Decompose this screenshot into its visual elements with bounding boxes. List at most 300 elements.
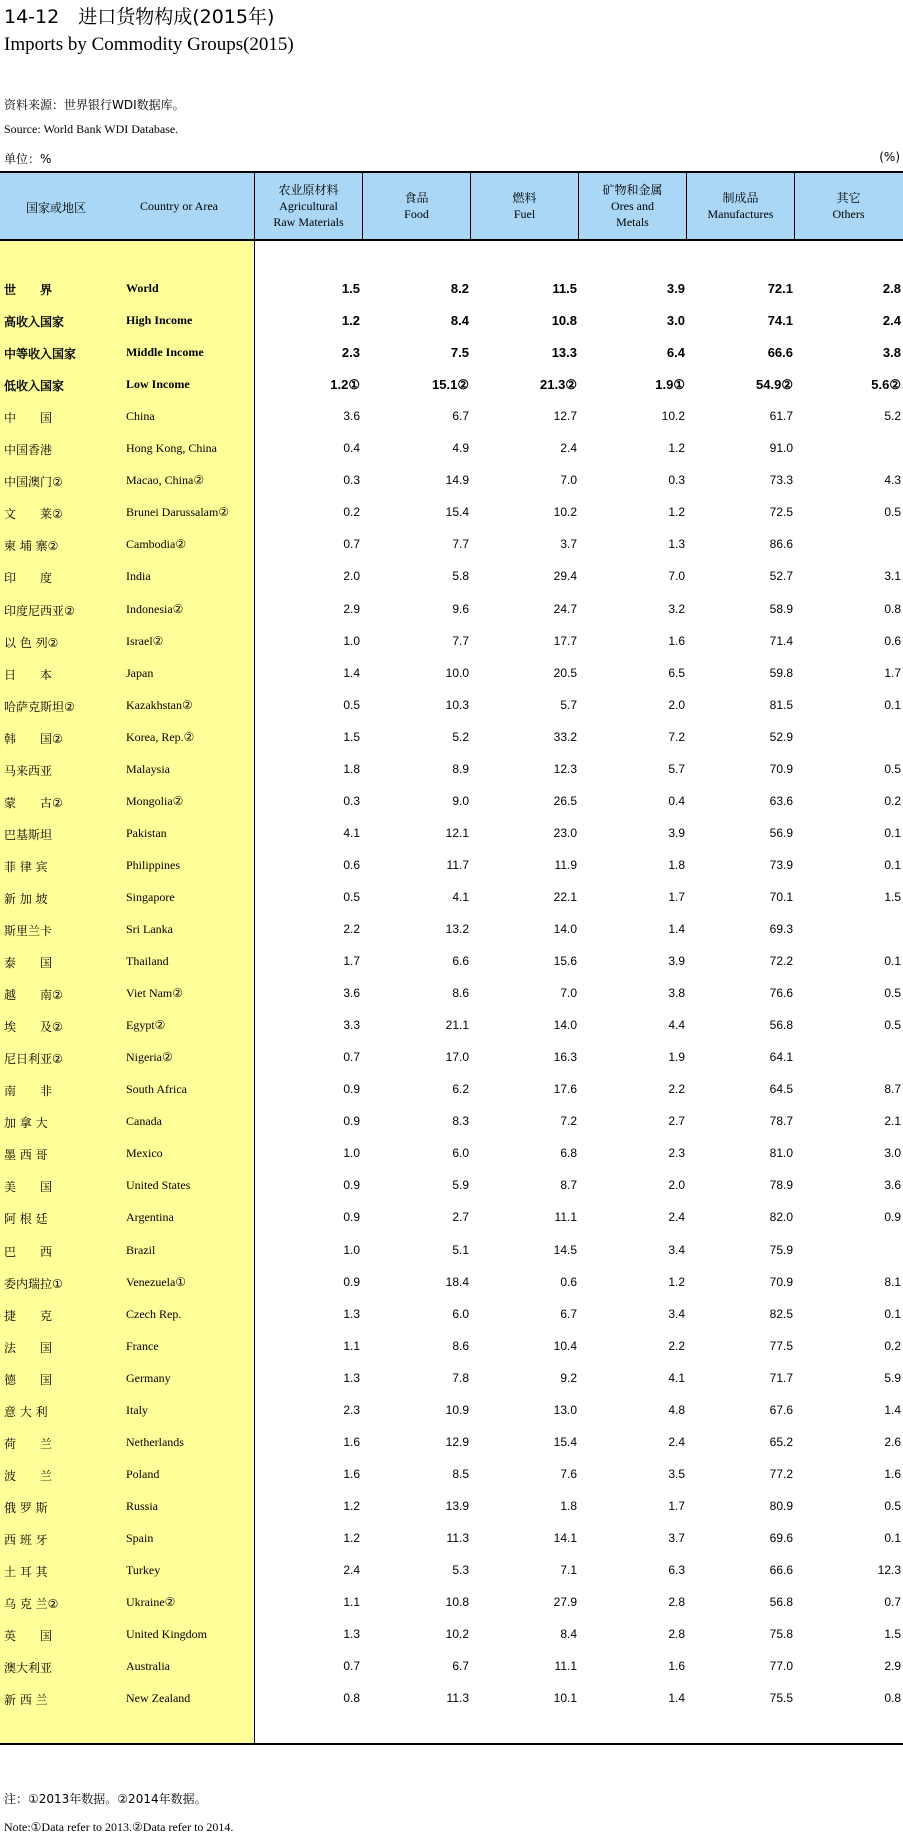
table-row (0, 945, 903, 977)
value-cell: 3.0 (884, 1146, 901, 1160)
value-cell: 2.3 (668, 1146, 685, 1160)
value-cell: 15.1② (432, 377, 469, 392)
value-cell: 1.5 (884, 890, 901, 904)
value-cell: 1.4 (884, 1403, 901, 1417)
country-name-en: Hong Kong, China (126, 441, 217, 455)
unit-label: 单位：% (4, 152, 52, 166)
value-cell: 1.5 (343, 730, 360, 744)
value-cell: 2.1 (884, 1114, 901, 1128)
value-cell: 73.3 (769, 473, 793, 487)
value-cell: 0.5 (343, 698, 360, 712)
value-cell: 29.4 (553, 569, 577, 583)
header-col-others (795, 173, 902, 239)
table-row (0, 1362, 903, 1394)
value-cell: 5.7 (560, 698, 577, 712)
value-cell: 2.4 (668, 1210, 685, 1224)
table-row (0, 1522, 903, 1554)
value-cell: 23.0 (553, 826, 577, 840)
country-name-cn: 印 度 (4, 571, 53, 585)
value-cell: 1.0 (343, 1146, 360, 1160)
value-cell: 0.1 (884, 698, 901, 712)
country-name-cn: 斯里兰卡 (4, 924, 53, 938)
country-name-cn: 南 非 (4, 1084, 53, 1098)
value-cell: 2.2 (668, 1339, 685, 1353)
table-row (0, 1169, 903, 1201)
country-name-cn: 英 国 (4, 1629, 53, 1643)
table-row (0, 528, 903, 560)
value-cell: 0.2 (884, 1339, 901, 1353)
country-name-en: Thailand (126, 954, 169, 968)
value-cell: 65.2 (769, 1435, 793, 1449)
value-cell: 54.9② (756, 377, 793, 392)
value-cell: 3.8 (882, 345, 901, 360)
value-cell: 7.7 (452, 537, 469, 551)
value-cell: 22.1 (553, 890, 577, 904)
value-cell: 81.0 (769, 1146, 793, 1160)
table-row (0, 913, 903, 945)
value-cell: 7.6 (560, 1467, 577, 1481)
value-cell: 6.7 (560, 1307, 577, 1321)
value-cell: 8.5 (452, 1467, 469, 1481)
country-name-cn: 世 界 (4, 283, 53, 297)
value-cell: 11.1 (554, 1210, 577, 1224)
table-row (0, 304, 903, 336)
value-cell: 4.9 (452, 441, 469, 455)
country-name-en: Venezuela① (126, 1275, 187, 1289)
value-cell: 8.7 (560, 1178, 577, 1192)
value-cell: 10.0 (445, 666, 469, 680)
table-bottom-rule (0, 1743, 903, 1745)
value-cell: 3.5 (668, 1467, 685, 1481)
value-cell: 52.9 (769, 730, 793, 744)
country-name-en: Singapore (126, 890, 175, 904)
value-cell: 1.3 (343, 1371, 360, 1385)
country-name-cn: 韩 国② (4, 732, 63, 746)
value-cell: 2.8 (882, 281, 901, 296)
table-row (0, 1586, 903, 1618)
value-cell: 2.7 (668, 1114, 685, 1128)
value-cell: 10.3 (445, 698, 469, 712)
value-cell: 70.9 (769, 762, 793, 776)
value-cell: 10.1 (553, 1691, 577, 1705)
country-name-cn: 波 兰 (4, 1469, 53, 1483)
country-name-cn: 以 色 列② (4, 636, 59, 650)
value-cell: 1.2 (668, 1275, 685, 1289)
table-row (0, 560, 903, 592)
country-name-en: Mongolia② (126, 794, 184, 808)
value-cell: 6.8 (560, 1146, 577, 1160)
value-cell: 11.3 (446, 1531, 469, 1545)
value-cell: 56.8 (769, 1595, 793, 1609)
value-cell: 13.3 (551, 345, 577, 360)
value-cell: 77.0 (769, 1659, 793, 1673)
value-cell: 5.3 (452, 1563, 469, 1577)
value-cell: 4.3 (884, 473, 901, 487)
header-col-food (363, 173, 470, 239)
country-name-en: Viet Nam② (126, 986, 184, 1000)
value-cell: 24.7 (553, 602, 577, 616)
value-cell: 59.8 (769, 666, 793, 680)
value-cell: 6.0 (452, 1307, 469, 1321)
value-cell: 4.4 (668, 1018, 685, 1032)
value-cell: 4.1 (343, 826, 360, 840)
value-cell: 1.2 (341, 313, 360, 328)
value-cell: 0.4 (343, 441, 360, 455)
country-name-en: Malaysia (126, 762, 170, 776)
country-name-en: Low Income (126, 377, 190, 391)
value-cell: 1.3 (343, 1307, 360, 1321)
value-cell: 0.9 (343, 1082, 360, 1096)
value-cell: 86.6 (769, 537, 793, 551)
table-row (0, 1330, 903, 1362)
value-cell: 8.7 (884, 1082, 901, 1096)
value-cell: 10.9 (445, 1403, 469, 1417)
country-name-en: Egypt② (126, 1018, 166, 1032)
country-name-en: Philippines (126, 858, 181, 872)
value-cell: 0.2 (884, 794, 901, 808)
country-name-cn: 巴 西 (4, 1245, 53, 1259)
country-name-cn: 俄 罗 斯 (4, 1501, 48, 1515)
value-cell: 10.2 (445, 1627, 469, 1641)
value-cell: 18.4 (445, 1275, 469, 1289)
value-cell: 1.0 (343, 634, 360, 648)
table-row (0, 1490, 903, 1522)
value-cell: 33.2 (553, 730, 577, 744)
country-name-cn: 委内瑞拉① (4, 1277, 63, 1291)
table-row (0, 753, 903, 785)
value-cell: 4.8 (668, 1403, 685, 1417)
value-cell: 1.4 (668, 922, 685, 936)
header-col-en: Fuel (513, 207, 536, 221)
value-cell: 1.2① (330, 377, 360, 392)
value-cell: 74.1 (767, 313, 793, 328)
value-cell: 3.9 (668, 826, 685, 840)
value-cell: 1.8 (343, 762, 360, 776)
country-name-cn: 新 加 坡 (4, 892, 48, 906)
table-row (0, 1298, 903, 1330)
table-row (0, 817, 903, 849)
table-row (0, 1201, 903, 1233)
value-cell: 21.3② (540, 377, 577, 392)
value-cell: 1.5 (884, 1627, 901, 1641)
country-name-cn: 泰 国 (4, 956, 53, 970)
country-name-en: Australia (126, 1659, 170, 1673)
value-cell: 26.5 (553, 794, 577, 808)
value-cell: 82.0 (769, 1210, 793, 1224)
table-row (0, 689, 903, 721)
value-cell: 14.0 (553, 1018, 577, 1032)
country-name-cn: 加 拿 大 (4, 1116, 48, 1130)
country-name-en: Korea, Rep.② (126, 730, 195, 744)
value-cell: 15.4 (445, 505, 469, 519)
value-cell: 8.4 (450, 313, 469, 328)
value-cell: 5.9 (452, 1178, 469, 1192)
value-cell: 1.2 (668, 505, 685, 519)
value-cell: 7.5 (450, 345, 469, 360)
value-cell: 73.9 (769, 858, 793, 872)
country-name-en: South Africa (126, 1082, 187, 1096)
value-cell: 10.2 (661, 409, 685, 423)
value-cell: 72.1 (767, 281, 793, 296)
value-cell: 14.9 (445, 473, 469, 487)
header-col-cn: 食品 (404, 191, 429, 205)
table-row (0, 1682, 903, 1714)
country-name-en: Nigeria② (126, 1050, 173, 1064)
value-cell: 78.9 (769, 1178, 793, 1192)
country-name-en: Brazil (126, 1243, 156, 1257)
value-cell: 0.7 (343, 537, 360, 551)
country-name-cn: 柬 埔 寨② (4, 539, 59, 553)
table-row (0, 400, 903, 432)
value-cell: 3.7 (668, 1531, 685, 1545)
value-cell: 27.9 (553, 1595, 577, 1609)
value-cell: 2.2 (668, 1082, 685, 1096)
country-name-cn: 荷 兰 (4, 1437, 53, 1451)
header-col-en2: Raw Materials (273, 215, 344, 229)
header-bottom-rule (0, 239, 903, 241)
country-name-en: United States (126, 1178, 191, 1192)
value-cell: 2.0 (668, 698, 685, 712)
value-cell: 7.0 (560, 986, 577, 1000)
country-name-cn: 德 国 (4, 1373, 53, 1387)
value-cell: 5.2 (452, 730, 469, 744)
value-cell: 72.2 (769, 954, 793, 968)
country-name-en: High Income (126, 313, 193, 327)
value-cell: 1.6 (884, 1467, 901, 1481)
header-col-en2: Metals (616, 215, 649, 229)
value-cell: 21.1 (445, 1018, 469, 1032)
value-cell: 1.7 (343, 954, 360, 968)
country-name-en: Mexico (126, 1146, 163, 1160)
value-cell: 1.6 (343, 1467, 360, 1481)
value-cell: 0.1 (884, 954, 901, 968)
table-row (0, 1073, 903, 1105)
country-name-en: Argentina (126, 1210, 174, 1224)
value-cell: 61.7 (769, 409, 793, 423)
value-cell: 0.9 (884, 1210, 901, 1224)
value-cell: 5.6② (871, 377, 901, 392)
header-col-en: Ores and (611, 199, 654, 213)
header-col-agricultural (255, 173, 362, 239)
value-cell: 0.8 (343, 1691, 360, 1705)
value-cell: 1.8 (668, 858, 685, 872)
country-name-cn: 新 西 兰 (4, 1693, 48, 1707)
country-name-en: Indonesia② (126, 602, 184, 616)
value-cell: 6.7 (452, 409, 469, 423)
value-cell: 1.6 (668, 1659, 685, 1673)
country-name-cn: 意 大 利 (4, 1405, 48, 1419)
value-cell: 13.9 (445, 1499, 469, 1513)
table-row (0, 1041, 903, 1073)
value-cell: 2.4 (343, 1563, 360, 1577)
unit-label-right: (%) (879, 150, 900, 164)
value-cell: 7.2 (668, 730, 685, 744)
table-row (0, 849, 903, 881)
value-cell: 1.4 (343, 666, 360, 680)
country-name-cn: 蒙 古② (4, 796, 63, 810)
value-cell: 3.1 (884, 569, 901, 583)
value-cell: 0.5 (884, 1018, 901, 1032)
value-cell: 0.3 (343, 473, 360, 487)
value-cell: 17.7 (553, 634, 577, 648)
value-cell: 1.2 (343, 1499, 360, 1513)
value-cell: 1.6 (668, 634, 685, 648)
country-name-cn: 土 耳 其 (4, 1565, 48, 1579)
value-cell: 2.4 (882, 313, 901, 328)
value-cell: 8.4 (560, 1627, 577, 1641)
value-cell: 0.5 (884, 762, 901, 776)
value-cell: 6.5 (668, 666, 685, 680)
value-cell: 5.8 (452, 569, 469, 583)
country-name-en: Netherlands (126, 1435, 184, 1449)
value-cell: 2.3 (343, 1403, 360, 1417)
country-name-en: India (126, 569, 151, 583)
header-col-en: Agricultural (279, 199, 338, 213)
country-name-en: Italy (126, 1403, 148, 1417)
table-row (0, 1618, 903, 1650)
country-name-cn: 菲 律 宾 (4, 860, 48, 874)
value-cell: 0.5 (343, 890, 360, 904)
table-row (0, 464, 903, 496)
source-en: Source: World Bank WDI Database. (4, 122, 179, 136)
value-cell: 0.2 (343, 505, 360, 519)
value-cell: 69.3 (769, 922, 793, 936)
value-cell: 2.8 (668, 1595, 685, 1609)
country-name-en: Middle Income (126, 345, 204, 359)
country-name-cn: 巴基斯坦 (4, 828, 53, 842)
value-cell: 12.3 (877, 1563, 901, 1577)
value-cell: 81.5 (769, 698, 793, 712)
value-cell: 1.4 (668, 1691, 685, 1705)
value-cell: 6.0 (452, 1146, 469, 1160)
value-cell: 1.1 (343, 1595, 360, 1609)
value-cell: 0.5 (884, 505, 901, 519)
table-row (0, 593, 903, 625)
value-cell: 12.9 (445, 1435, 469, 1449)
value-cell: 77.5 (769, 1339, 793, 1353)
value-cell: 11.1 (554, 1659, 577, 1673)
value-cell: 5.2 (884, 409, 901, 423)
value-cell: 69.6 (769, 1531, 793, 1545)
country-name-en: Brunei Darussalam② (126, 505, 230, 519)
value-cell: 0.8 (884, 1691, 901, 1705)
country-name-cn: 西 班 牙 (4, 1533, 48, 1547)
header-col-fuel (471, 173, 578, 239)
value-cell: 5.7 (668, 762, 685, 776)
value-cell: 71.7 (769, 1371, 793, 1385)
table-row (0, 881, 903, 913)
value-cell: 2.3 (341, 345, 360, 360)
value-cell: 3.0 (666, 313, 685, 328)
value-cell: 9.2 (560, 1371, 577, 1385)
country-name-cn: 美 国 (4, 1180, 53, 1194)
value-cell: 0.1 (884, 1531, 901, 1545)
value-cell: 12.1 (445, 826, 469, 840)
value-cell: 75.8 (769, 1627, 793, 1641)
header-col-ores (579, 173, 686, 239)
value-cell: 10.8 (551, 313, 577, 328)
value-cell: 2.2 (343, 922, 360, 936)
value-cell: 91.0 (769, 441, 793, 455)
value-cell: 2.0 (343, 569, 360, 583)
value-cell: 66.6 (767, 345, 793, 360)
country-name-cn: 越 南② (4, 988, 63, 1002)
table-row (0, 432, 903, 464)
value-cell: 1.8 (560, 1499, 577, 1513)
value-cell: 76.6 (769, 986, 793, 1000)
country-name-en: Israel② (126, 634, 164, 648)
country-name-en: Germany (126, 1371, 171, 1385)
country-name-cn: 中国香港 (4, 443, 53, 457)
value-cell: 11.7 (446, 858, 469, 872)
value-cell: 1.2 (343, 1531, 360, 1545)
value-cell: 8.9 (452, 762, 469, 776)
value-cell: 2.7 (452, 1210, 469, 1224)
value-cell: 75.5 (769, 1691, 793, 1705)
table-row (0, 1554, 903, 1586)
page-title-en: Imports by Commodity Groups(2015) (4, 34, 294, 55)
value-cell: 1.7 (668, 890, 685, 904)
value-cell: 0.1 (884, 858, 901, 872)
value-cell: 1.3 (668, 537, 685, 551)
value-cell: 52.7 (769, 569, 793, 583)
page-title-cn: 14-12 进口货物构成(2015年) (4, 6, 275, 28)
value-cell: 0.4 (668, 794, 685, 808)
value-cell: 15.4 (553, 1435, 577, 1449)
value-cell: 1.0 (343, 1243, 360, 1257)
value-cell: 1.3 (343, 1627, 360, 1641)
value-cell: 7.0 (668, 569, 685, 583)
header-col-en: Food (404, 207, 429, 221)
value-cell: 5.1 (452, 1243, 469, 1257)
table-row (0, 1234, 903, 1266)
table-row (0, 721, 903, 753)
table-row (0, 657, 903, 689)
value-cell: 6.7 (452, 1659, 469, 1673)
country-name-cn: 文 莱② (4, 507, 63, 521)
value-cell: 1.5 (341, 281, 360, 296)
value-cell: 10.8 (445, 1595, 469, 1609)
value-cell: 0.5 (884, 1499, 901, 1513)
value-cell: 10.4 (553, 1339, 577, 1353)
value-cell: 17.0 (445, 1050, 469, 1064)
value-cell: 20.5 (553, 666, 577, 680)
country-name-cn: 中国澳门② (4, 475, 63, 489)
value-cell: 4.1 (452, 890, 469, 904)
value-cell: 7.2 (560, 1114, 577, 1128)
country-name-cn: 印度尼西亚② (4, 604, 75, 618)
value-cell: 64.1 (769, 1050, 793, 1064)
value-cell: 0.8 (884, 602, 901, 616)
country-name-cn: 低收入国家 (4, 379, 65, 393)
value-cell: 3.2 (668, 602, 685, 616)
value-cell: 9.0 (452, 794, 469, 808)
header-col-cn: 制成品 (722, 191, 759, 205)
value-cell: 82.5 (769, 1307, 793, 1321)
country-name-cn: 哈萨克斯坦② (4, 700, 75, 714)
header-col-en: Others (832, 207, 865, 221)
value-cell: 8.6 (452, 1339, 469, 1353)
country-name-cn: 阿 根 廷 (4, 1212, 48, 1226)
value-cell: 64.5 (769, 1082, 793, 1096)
value-cell: 2.4 (560, 441, 577, 455)
country-name-cn: 乌 克 兰② (4, 1597, 59, 1611)
value-cell: 12.3 (553, 762, 577, 776)
value-cell: 0.3 (668, 473, 685, 487)
country-name-cn: 捷 克 (4, 1309, 53, 1323)
country-name-en: Japan (126, 666, 154, 680)
value-cell: 7.8 (452, 1371, 469, 1385)
